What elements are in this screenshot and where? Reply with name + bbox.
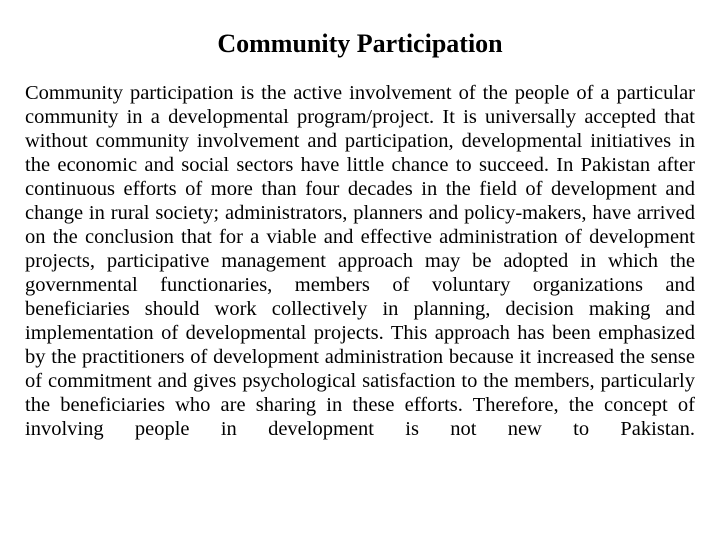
body-paragraph: Community participation is the active involvement of the people of a particular community in a developmental program/project. It is universally accepted that without community involvement and participation, developmental initiatives in the economic and social sectors have little chance to succeed. In Pakistan after continuous efforts of more than four decades in the field of development and change in rural society; administrators, planners and policy-makers, have arrived on the conclusion that for a viable and effective administration of development projects, participative management approach may be adopted in which the governmental functionaries, members of voluntary organizations and beneficiaries should work collectively in planning, decision making and implementation of developmental projects. This approach has been emphasized by the practitioners of development administration because it increased the sense of commitment and gives psychological satisfaction to the members, particularly the beneficiaries who are sharing in these efforts. Therefore, the concept of involving people in development is not new to Pakistan. xyxy=(25,82,695,440)
slide-title: Community Participation xyxy=(217,29,503,58)
